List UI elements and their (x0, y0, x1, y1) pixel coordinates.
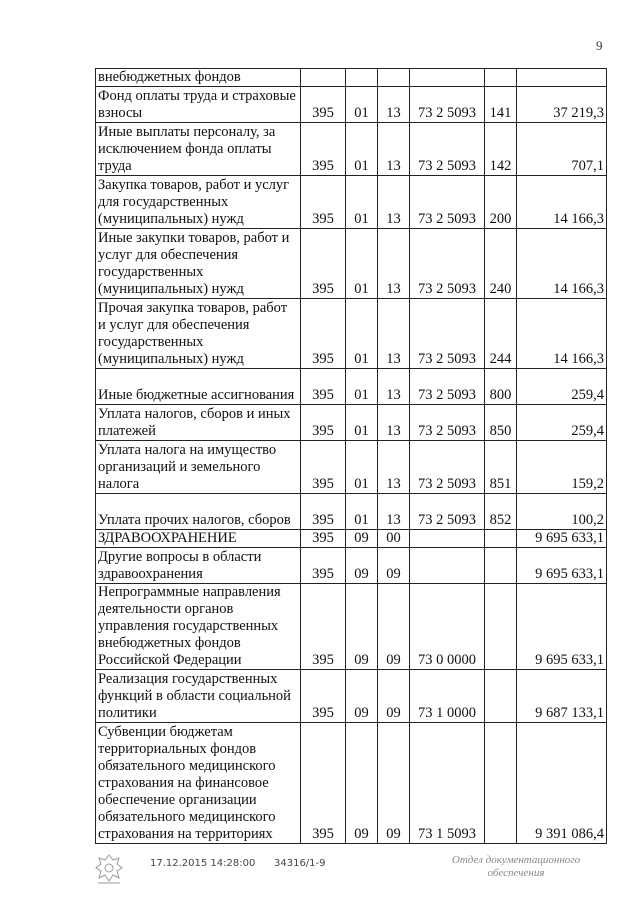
cell-d: 73 1 0000 (410, 670, 485, 723)
cell-e (485, 548, 517, 584)
cell-a: 395 (301, 369, 346, 405)
cell-sum (517, 69, 607, 87)
cell-a: 395 (301, 176, 346, 229)
cell-b: 01 (346, 405, 378, 441)
cell-c: 13 (378, 441, 410, 494)
cell-name: Уплата налогов, сборов и иных платежей (96, 405, 301, 441)
cell-e: 851 (485, 441, 517, 494)
cell-sum: 9 687 133,1 (517, 670, 607, 723)
table-row (96, 229, 607, 299)
table-row (96, 69, 607, 87)
cell-b: 09 (346, 530, 378, 548)
cell-name: Закупка товаров, работ и услуг для государственных (муниципальных) нужд (96, 176, 301, 229)
cell-a: 395 (301, 670, 346, 723)
cell-e: 850 (485, 405, 517, 441)
table-row (96, 299, 607, 369)
cell-d: 73 2 5093 (410, 494, 485, 530)
cell-d: 73 2 5093 (410, 441, 485, 494)
cell-c: 09 (378, 584, 410, 670)
cell-e (485, 723, 517, 844)
cell-d: 73 2 5093 (410, 369, 485, 405)
cell-e (485, 584, 517, 670)
cell-d: 73 1 5093 (410, 723, 485, 844)
cell-a: 395 (301, 87, 346, 123)
cell-a: 395 (301, 229, 346, 299)
cell-name: Фонд оплаты труда и страховые взносы (96, 87, 301, 123)
cell-d: 73 2 5093 (410, 87, 485, 123)
cell-sum: 9 695 633,1 (517, 548, 607, 584)
cell-c: 13 (378, 369, 410, 405)
cell-c: 09 (378, 723, 410, 844)
cell-c: 00 (378, 530, 410, 548)
cell-c: 13 (378, 123, 410, 176)
page-footer (92, 852, 612, 892)
cell-a: 395 (301, 299, 346, 369)
cell-a: 395 (301, 548, 346, 584)
cell-b: 09 (346, 584, 378, 670)
cell-sum: 259,4 (517, 405, 607, 441)
cell-sum: 259,4 (517, 369, 607, 405)
cell-b: 01 (346, 441, 378, 494)
cell-sum: 9 695 633,1 (517, 584, 607, 670)
cell-d: 73 2 5093 (410, 299, 485, 369)
budget-table (95, 68, 607, 844)
cell-c: 13 (378, 87, 410, 123)
cell-a: 395 (301, 494, 346, 530)
cell-b: 01 (346, 123, 378, 176)
cell-d: 73 2 5093 (410, 176, 485, 229)
cell-name: Непрограммные направления деятельности органов управления государственных внебюджетных фондов Российской Федерации (96, 584, 301, 670)
cell-a: 395 (301, 530, 346, 548)
cell-c (378, 69, 410, 87)
cell-d: 73 2 5093 (410, 229, 485, 299)
cell-name: ЗДРАВООХРАНЕНИЕ (96, 530, 301, 548)
table-row (96, 405, 607, 441)
cell-sum: 9 391 086,4 (517, 723, 607, 844)
cell-sum: 14 166,3 (517, 299, 607, 369)
table-row (96, 123, 607, 176)
emblem-icon (92, 852, 126, 886)
cell-a (301, 69, 346, 87)
cell-b: 09 (346, 670, 378, 723)
cell-a: 395 (301, 723, 346, 844)
cell-sum: 159,2 (517, 441, 607, 494)
table-row (96, 176, 607, 229)
cell-e (485, 69, 517, 87)
cell-b: 01 (346, 87, 378, 123)
cell-sum: 9 695 633,1 (517, 530, 607, 548)
stamp-doc-number: 34316/1-9 (274, 858, 326, 869)
cell-sum: 707,1 (517, 123, 607, 176)
cell-c: 13 (378, 229, 410, 299)
cell-name: Другие вопросы в области здравоохранения (96, 548, 301, 584)
table-row (96, 584, 607, 670)
cell-name: Прочая закупка товаров, работ и услуг для обеспечения государственных (муниципальных) нужд (96, 299, 301, 369)
cell-a: 395 (301, 584, 346, 670)
cell-e: 240 (485, 229, 517, 299)
cell-a: 395 (301, 123, 346, 176)
cell-b: 01 (346, 494, 378, 530)
cell-b: 01 (346, 229, 378, 299)
cell-e: 141 (485, 87, 517, 123)
table-row (96, 87, 607, 123)
cell-c: 13 (378, 405, 410, 441)
cell-sum: 37 219,3 (517, 87, 607, 123)
cell-b: 01 (346, 299, 378, 369)
cell-sum: 100,2 (517, 494, 607, 530)
cell-e: 200 (485, 176, 517, 229)
cell-e: 142 (485, 123, 517, 176)
cell-name: Иные закупки товаров, работ и услуг для обеспечения государственных (муниципальных) нужд (96, 229, 301, 299)
stamp-timestamp: 17.12.2015 14:28:00 (150, 858, 256, 869)
table-row (96, 670, 607, 723)
cell-b (346, 69, 378, 87)
page-number: 9 (596, 38, 603, 53)
cell-sum: 14 166,3 (517, 176, 607, 229)
cell-e (485, 530, 517, 548)
table-row (96, 441, 607, 494)
cell-d: 73 2 5093 (410, 405, 485, 441)
table-row (96, 548, 607, 584)
cell-name: Уплата налога на имущество организаций и земельного налога (96, 441, 301, 494)
cell-b: 01 (346, 176, 378, 229)
cell-name: Иные бюджетные ассигнования (96, 369, 301, 405)
cell-c: 13 (378, 299, 410, 369)
cell-name: Субвенции бюджетам территориальных фондов обязательного медицинского страхования на финансовое обеспечение организации обязательного медицинского страхования на территориях (96, 723, 301, 844)
cell-c: 13 (378, 494, 410, 530)
cell-e: 244 (485, 299, 517, 369)
cell-name: Уплата прочих налогов, сборов (96, 494, 301, 530)
cell-d: 73 2 5093 (410, 123, 485, 176)
cell-name: Реализация государственных функций в области социальной политики (96, 670, 301, 723)
cell-d (410, 530, 485, 548)
cell-a: 395 (301, 405, 346, 441)
cell-d (410, 548, 485, 584)
cell-c: 09 (378, 670, 410, 723)
table-row (96, 530, 607, 548)
table-row (96, 369, 607, 405)
department-stamp: Отдел документационного обеспечения (451, 854, 581, 879)
cell-e: 852 (485, 494, 517, 530)
cell-a: 395 (301, 441, 346, 494)
cell-b: 01 (346, 369, 378, 405)
cell-d: 73 0 0000 (410, 584, 485, 670)
cell-b: 09 (346, 548, 378, 584)
table-row (96, 494, 607, 530)
cell-name: внебюджетных фондов (96, 69, 301, 87)
table-row (96, 723, 607, 844)
cell-e (485, 670, 517, 723)
cell-name: Иные выплаты персоналу, за исключением фонда оплаты труда (96, 123, 301, 176)
cell-e: 800 (485, 369, 517, 405)
cell-sum: 14 166,3 (517, 229, 607, 299)
cell-d (410, 69, 485, 87)
cell-c: 13 (378, 176, 410, 229)
cell-b: 09 (346, 723, 378, 844)
cell-c: 09 (378, 548, 410, 584)
